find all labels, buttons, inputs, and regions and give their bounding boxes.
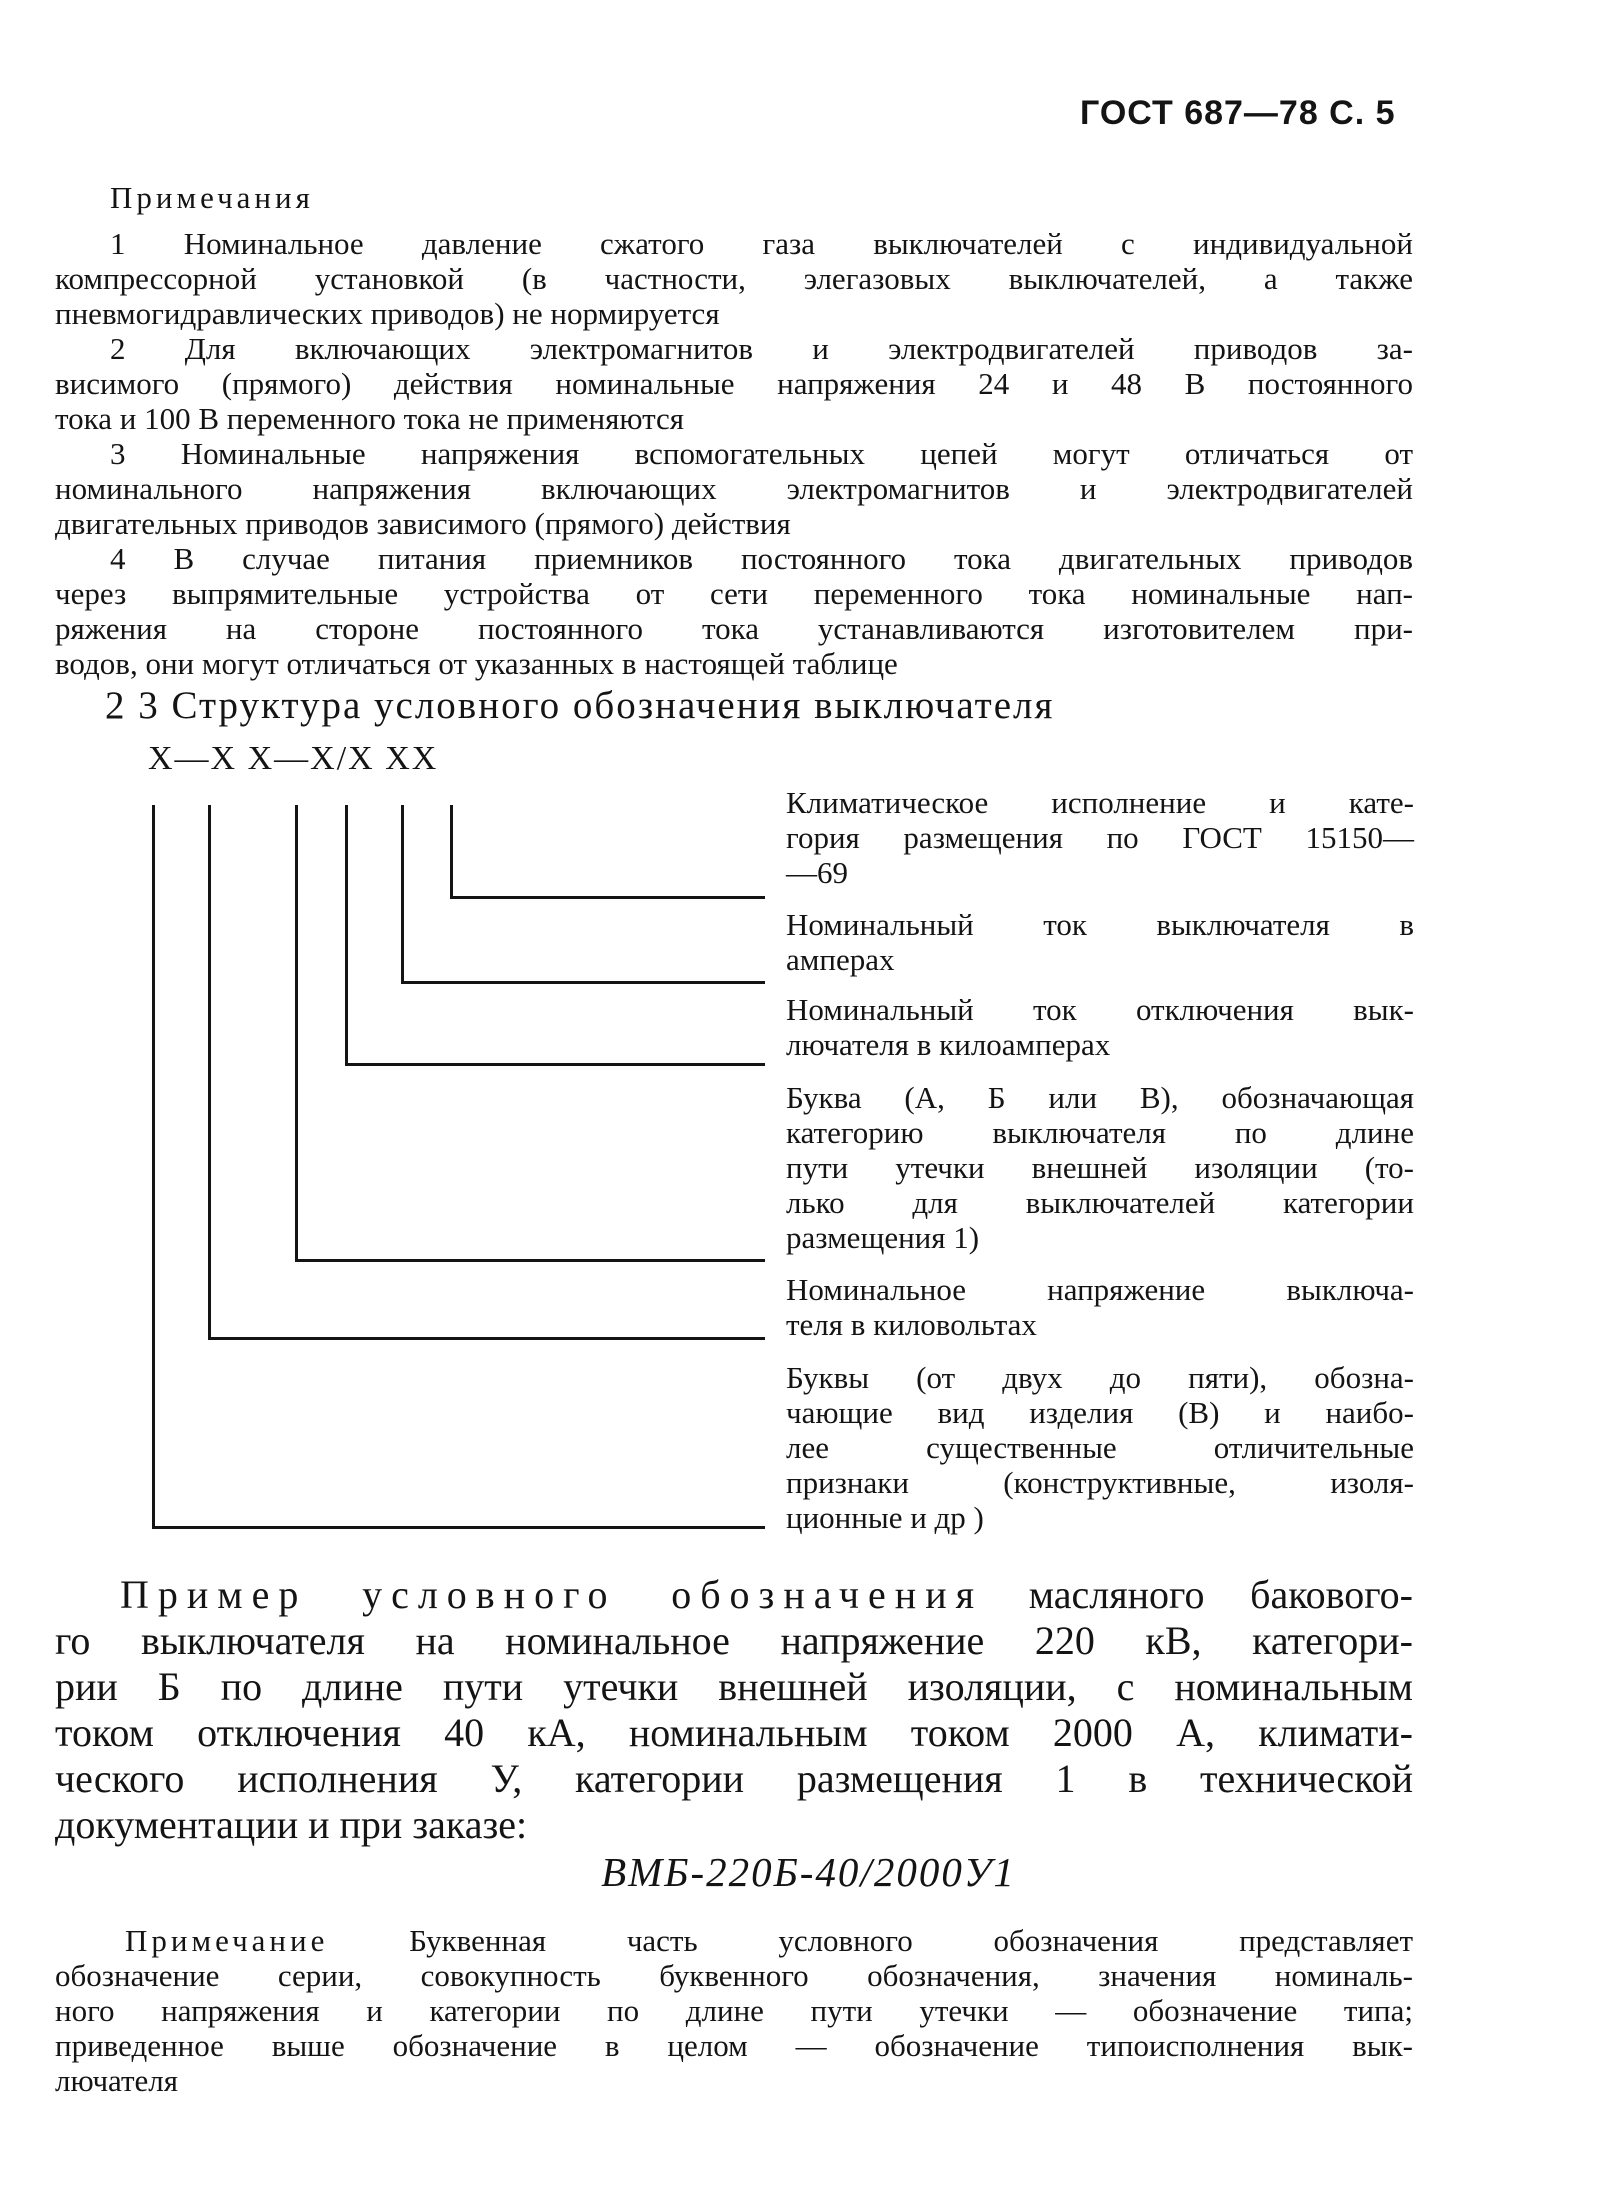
example-line-5: ческого исполнения У, категории размещения 1 в технической	[55, 1756, 1413, 1801]
note-3-line-3: двигательных приводов зависимого (прямого) действия	[55, 506, 791, 541]
notes-list	[55, 226, 1413, 686]
note-1-line-3: пневмогидравлических приводов) не нормируется	[55, 296, 720, 331]
desc-letter-category-line-4: лько для выключателей категории	[786, 1185, 1414, 1220]
connector-vertical-4	[345, 805, 348, 1065]
note-2-line-3: тока и 100 В переменного тока не применяются	[55, 401, 685, 436]
final-note-label: Примечание	[125, 1923, 329, 1958]
desc-product-letters-line-4: признаки (конструктивные, изоля-	[786, 1465, 1414, 1500]
final-note-line-1-rest: Буквенная часть условного обозначения представляет	[409, 1923, 1413, 1958]
desc-letter-category-line-3: пути утечки внешней изоляции (то-	[786, 1150, 1414, 1185]
desc-rated-voltage-line-1: Номинальное напряжение выключа-	[786, 1272, 1414, 1307]
example-label: Пример условного обозначения	[120, 1572, 983, 1617]
example-paragraph	[55, 1572, 1413, 1852]
desc-product-letters-line-1: Буквы (от двух до пяти), обозна-	[786, 1360, 1414, 1395]
note-1-line-2: компрессорной установкой (в частности, элегазовых выключателей, а также	[55, 261, 1413, 296]
final-note-line-2: обозначение серии, совокупность буквенного обозначения, значения номиналь-	[55, 1958, 1413, 1993]
final-note-line-1	[125, 1923, 1413, 1958]
example-line-2: го выключателя на номинальное напряжение 220 кВ, категори-	[55, 1618, 1413, 1663]
example-line-3: рии Б по длине пути утечки внешней изоляции, с номинальным	[55, 1664, 1413, 1709]
connector-vertical-1	[152, 805, 155, 1528]
desc-product-letters-line-2: чающие вид изделия (В) и наибо-	[786, 1395, 1414, 1430]
desc-rated-current-line-1: Номинальный ток выключателя в	[786, 907, 1414, 942]
structure-descriptions	[786, 785, 1414, 1555]
note-4-line-4: водов, они могут отличаться от указанных в настоящей таблице	[55, 646, 898, 681]
connector-vertical-3	[295, 805, 298, 1261]
page-header: ГОСТ 687—78 С. 5	[1080, 94, 1396, 132]
desc-breaking-current-line-1: Номинальный ток отключения вык-	[786, 992, 1414, 1027]
example-line-6: документации и при заказе:	[55, 1802, 528, 1847]
desc-rated-voltage-line-2: теля в киловольтах	[786, 1307, 1037, 1342]
note-1-line-1: 1 Номинальное давление сжатого газа выключателей с индивидуальной	[110, 226, 1413, 261]
example-line-1-rest: масляного бакового-	[1028, 1572, 1414, 1617]
designation-structure-code: Х—Х Х—Х/Х ХХ	[148, 740, 439, 777]
connector-vertical-2	[208, 805, 211, 1339]
notes-title: Примечания	[110, 180, 314, 215]
note-3-line-2: номинального напряжения включающих электромагнитов и электродвигателей	[55, 471, 1413, 506]
connector-horizontal-2	[208, 1337, 765, 1340]
final-note-line-4: приведенное выше обозначение в целом — обозначение типоисполнения вык-	[55, 2028, 1413, 2063]
note-3-line-1: 3 Номинальные напряжения вспомогательных цепей могут отличаться от	[110, 436, 1413, 471]
desc-breaking-current-line-2: лючателя в килоамперах	[786, 1027, 1111, 1062]
connector-horizontal-1	[152, 1526, 765, 1529]
note-4-line-1: 4 В случае питания приемников постоянного тока двигательных приводов	[110, 541, 1413, 576]
desc-letter-category-line-1: Буква (А, Б или В), обозначающая	[786, 1080, 1414, 1115]
desc-rated-current-line-2: амперах	[786, 942, 895, 977]
connector-horizontal-6	[450, 896, 765, 899]
desc-climatic-line-3: —69	[786, 855, 848, 890]
example-line-1	[120, 1572, 1413, 1618]
desc-climatic-line-1: Климатическое исполнение и кате-	[786, 785, 1414, 820]
section-heading: 2 3 Структура условного обозначения выключателя	[105, 684, 1055, 727]
desc-climatic-line-2: гория размещения по ГОСТ 15150—	[786, 820, 1414, 855]
connector-horizontal-4	[345, 1063, 765, 1066]
final-note-line-3: ного напряжения и категории по длине пути утечки — обозначение типа;	[55, 1993, 1413, 2028]
note-2-line-1: 2 Для включающих электромагнитов и электродвигателей приводов за-	[110, 331, 1413, 366]
desc-product-letters-line-5: ционные и др )	[786, 1500, 984, 1535]
note-4-line-3: ряжения на стороне постоянного тока устанавливаются изготовителем при-	[55, 611, 1413, 646]
note-2-line-2: висимого (прямого) действия номинальные напряжения 24 и 48 В постоянного	[55, 366, 1413, 401]
desc-letter-category-line-2: категорию выключателя по длине	[786, 1115, 1414, 1150]
connector-vertical-5	[401, 805, 404, 983]
final-note-line-5: лючателя	[55, 2063, 179, 2098]
connector-horizontal-5	[401, 981, 765, 984]
example-line-4: током отключения 40 кА, номинальным током 2000 А, климати-	[55, 1710, 1413, 1755]
desc-product-letters-line-3: лее существенные отличительные	[786, 1430, 1414, 1465]
desc-letter-category-line-5: размещения 1)	[786, 1220, 980, 1255]
example-designation: ВМБ-220Б-40/2000У1	[601, 1849, 1016, 1895]
connector-horizontal-3	[295, 1259, 765, 1262]
note-4-line-2: через выпрямительные устройства от сети переменного тока номинальные нап-	[55, 576, 1413, 611]
final-note	[55, 1923, 1413, 2123]
connector-vertical-6	[450, 805, 453, 898]
